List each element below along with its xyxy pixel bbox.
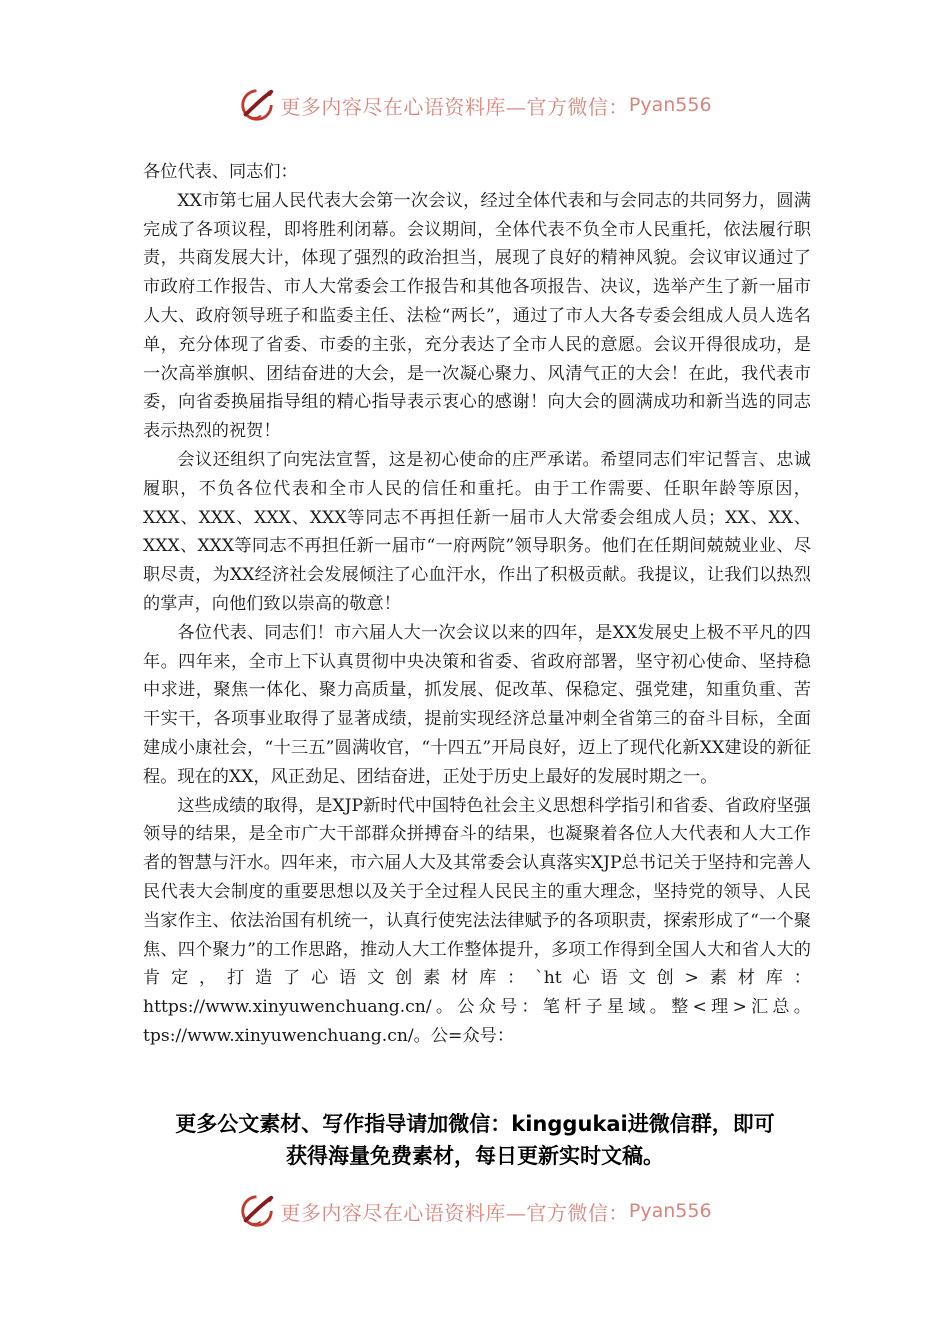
paragraph-4: 这些成绩的取得，是XJP新时代中国特色社会主义思想科学指引和省委、省政府坚强领导的结果，是全市广大干部群众拼搏奋斗的结果，也凝聚着各位人大代表和人大工作者的智慧与汗水。四年来，市六届人大及其常委会认真落实XJP总书记关于坚持和完善人民代表大会制度的重要思想以及关于全过程人民民主的重大理念，坚持党的领导、人民当家作主、依法治国有机统一，认真行使宪法法律赋予的各项职责，探索形成了“一个聚焦、四个聚力”的工作思路，推动人大工作整体提升，多项工作得到全国人大和省人大的肯定，打造了心语文创素材库：`ht心语文创>素材库：https://www.xinyuwenchuang.cn/。公众号：笔杆子星域。整<理>汇总。tps://www.xinyuwenchuang.cn/。公=众号： <box>143 795 811 1046</box>
footer-watermark-banner <box>0 1186 950 1236</box>
promo-block <box>120 1108 830 1172</box>
footer-banner-wechat-id: Pyan556 <box>628 1200 712 1222</box>
salutation: 各位代表、同志们： <box>143 162 298 182</box>
header-banner-text: 更多内容尽在心语资料库—官方微信： <box>280 94 629 119</box>
header-banner-wechat-id: Pyan556 <box>628 94 712 116</box>
brush-logo-icon <box>238 1192 276 1230</box>
brush-logo-icon <box>238 86 276 124</box>
document-body <box>143 158 811 1051</box>
promo-line-2: 获得海量免费素材，每日更新实时文稿。 <box>286 1144 664 1168</box>
promo-line-1: 更多公文素材、写作指导请加微信：kinggukai进微信群，即可 <box>175 1112 775 1136</box>
footer-banner-text: 更多内容尽在心语资料库—官方微信： <box>280 1200 629 1225</box>
header-watermark-banner <box>0 80 950 130</box>
paragraph-3: 各位代表、同志们！市六届人大一次会议以来的四年，是XX发展史上极不平凡的四年。四年来，全市上下认真贯彻中央决策和省委、省政府部署，坚守初心使命、坚持稳中求进，聚焦一体化、聚力高质量，抓发展、促改革、保稳定、强党建，知重负重、苦干实干，各项事业取得了显著成绩，提前实现经济总量冲刺全省第三的奋斗目标，全面建成小康社会，“十三五”圆满收官，“十四五”开局良好，迈上了现代化新XX建设的新征程。现在的XX，风正劲足、团结奋进，正处于历史上最好的发展时期之一。 <box>143 622 811 787</box>
paragraph-1: XX市第七届人民代表大会第一次会议，经过全体代表和与会同志的共同努力，圆满完成了各项议程，即将胜利闭幕。会议期间，全体代表不负全市人民重托，依法履行职责，共商发展大计，体现了强烈的政治担当，展现了良好的精神风貌。会议审议通过了市政府工作报告、市人大常委会工作报告和其他各项报告、决议，选举产生了新一届市人大、政府领导班子和监委主任、法检“两长”，通过了市人大各专委会组成人员人选名单，充分体现了省委、市委的主张，充分表达了全市人民的意愿。会议开得很成功，是一次高举旗帜、团结奋进的大会，是一次凝心聚力、风清气正的大会！在此，我代表市委，向省委换届指导组的精心指导表示衷心的感谢！向大会的圆满成功和新当选的同志表示热烈的祝贺！ <box>143 190 811 442</box>
paragraph-2: 会议还组织了向宪法宣誓，这是初心使命的庄严承诺。希望同志们牢记誓言、忠诚履职，不负各位代表和全市人民的信任和重托。由于工作需要、任职年龄等原因，XXX、XXX、XXX、XXX等同志不再担任新一届市人大常委会组成人员；XX、XX、XXX、XXX等同志不再担任新一届市“一府两院”领导职务。他们在任期间兢兢业业、尽职尽责，为XX经济社会发展倾注了心血汗水，作出了积极贡献。我提议，让我们以热烈的掌声，向他们致以崇高的敬意！ <box>143 449 811 614</box>
